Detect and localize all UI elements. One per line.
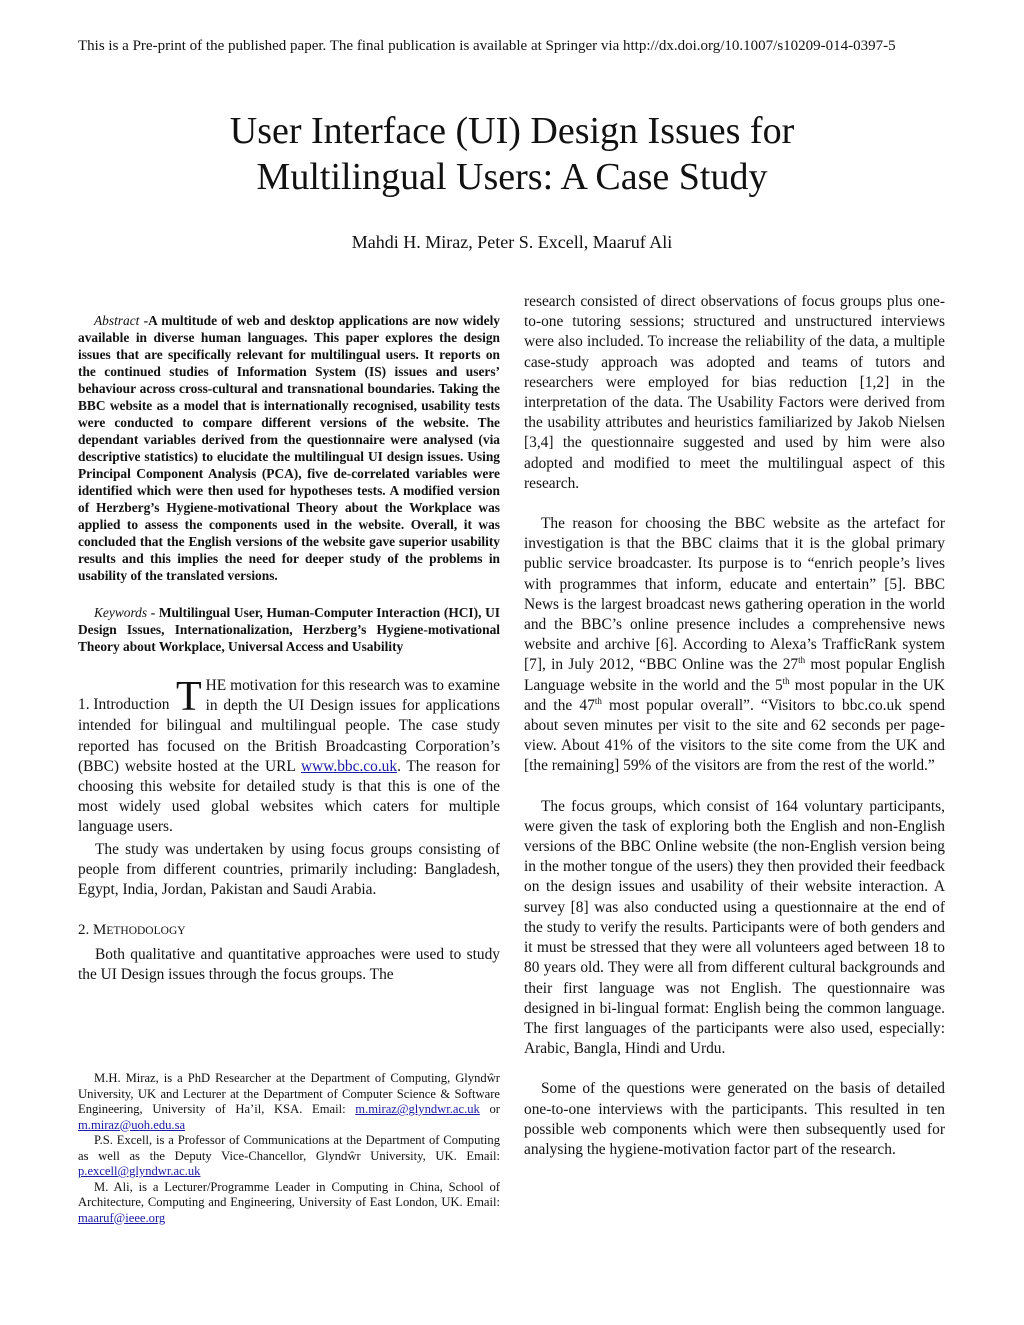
methodology-heading-num: 2. M bbox=[78, 922, 107, 939]
superscript-th: th bbox=[594, 695, 602, 706]
paper-title bbox=[0, 108, 1024, 200]
bbc-url-link[interactable]: www.bbc.co.uk bbox=[301, 757, 398, 775]
introduction-text-tail: . The reason for choosing this website for detailed study is that this is one of the most widely used global websites which caters for multiple language users. bbox=[78, 757, 501, 836]
abstract-text: -A multitude of web and desktop applications are now widely available in diverse human languages. This paper explores the design issues that are specifically relevant for multilingual users. It reports on the continued studies of Information System (IS) issues and users’ behaviour across cross-cultural and transnational boundaries. Taking the BBC website as a model that is internationally recognised, usability tests were conducted to compare different versions of the website. The dependant variables derived from the questionnaire were analysed (via descriptive statistics) to elucidate the multilingual UI design issues. Using Principal Component Analysis (PCA), five de-correlated variables were identified which were then used for hypotheses tests. A modified version of Herzberg’s Hygiene-motivational Theory about the Workplace was applied to assess the components used in the website. Overall, it was concluded that the English versions of the website gave superior usability results and this implies the need for deeper study of the problems in usability of the translated versions. bbox=[78, 313, 500, 583]
email-link-excell[interactable]: p.excell@glyndwr.ac.uk bbox=[78, 1164, 201, 1178]
footnote-ali-text: M. Ali, is a Lecturer/Programme Leader in Computing in China, School of Architecture, Computing and Engineering, University of East London, UK. Email: bbox=[78, 1179, 500, 1209]
bbc-rationale-text-d: most popular overall”. “Visitors to bbc.co.uk spend about seven minutes per visit to the site and 62 seconds per page-view. About 41% of the visitors to the site come from the UK and [the remaining] 59% of the visitors are from the rest of the world.” bbox=[524, 696, 945, 775]
email-link-miraz-glyndwr[interactable]: m.miraz@glyndwr.ac.uk bbox=[355, 1102, 480, 1116]
introduction-text: HE motivation for this research was to examine in depth the UI Design issues for applications intended for bilingual and multilingual people. The case study reported has focused on the British Broadcasting Corporation’s (BBC) website hosted at the URL bbox=[78, 677, 500, 775]
bbc-rationale-text-a: The reason for choosing the BBC website as the artefact for investigation is that the BBC claims that it is the global primary public service broadcaster. Its purpose is to “enrich people’s lives with programmes that inform, educate and entertain” [5]. BBC News is the largest broadcast news gathering operation in the world and the BBC’s online presence includes a comprehensive news website and archive [6]. According to Alexa’s TrafficRank system [7], in July 2012, “BBC Online was the 27 bbox=[524, 515, 945, 674]
left-column bbox=[78, 312, 500, 986]
title-line-1: User Interface (UI) Design Issues for bbox=[229, 110, 795, 152]
methodology-heading-rest: ETHODOLOGY bbox=[106, 925, 186, 938]
abstract bbox=[78, 312, 500, 584]
title-line-2: Multilingual Users: A Case Study bbox=[256, 156, 768, 198]
footnote-excell-text: P.S. Excell, is a Professor of Communications at the Department of Computing as well as the Deputy Vice-Chancellor, Glyndŵr University, UK. Email: bbox=[78, 1133, 500, 1163]
methodology-paragraph-continued: research consisted of direct observations of focus groups plus one-to-one tutoring sessions; structured and unstructured interviews were also included. To increase the reliability of the data, a multiple case-study approach was adopted and teams of tutors and researchers were employed for bias reduction [1,2] in the interpretation of the data. The Usability Factors were derived from the usability attributes and heuristics familiarized by Jakob Nielsen [3,4] the questionnaire suggested and used by him were also adopted and modified to meet the multilingual aspect of this research. bbox=[524, 293, 945, 492]
methodology-heading bbox=[78, 922, 500, 939]
bbc-rationale-text-c: most popular in the UK and the 47 bbox=[524, 676, 945, 714]
keywords bbox=[78, 604, 500, 655]
introduction-section bbox=[78, 676, 500, 900]
keywords-label: Keywords bbox=[94, 605, 148, 620]
superscript-th: th bbox=[798, 655, 806, 666]
focus-groups-paragraph: The focus groups, which consist of 164 voluntary participants, were given the task of exploring both the English and non-English versions of the BBC Online website (the non-English version being in the mother tongue of the users) they then provided their feedback on the design issues and usability of their website interaction. A survey [8] was also conducted using a questionnaire at the end of the study to verify the results. Participants were of both genders and it must be stressed that they were all volunteers aged between 18 to 80 years old. They were all from different cultural backgrounds and their first language was not English. The questionnaire was designed in bi-lingual format: English being the common language. The first languages of the participants were also used, especially: Arabic, Bangla, Hindi and Urdu. bbox=[524, 797, 945, 1058]
bbc-rationale-text-b: most popular English Language website in the world and the 5 bbox=[524, 656, 945, 694]
introduction-paragraph-2: The study was undertaken by using focus groups consisting of people from different countries, primarily including: Bangladesh, Egypt, India, Jordan, Pakistan and Saudi Arabia. bbox=[78, 840, 500, 899]
abstract-label: Abstract bbox=[94, 313, 140, 328]
questions-paragraph: Some of the questions were generated on the basis of detailed one-to-one interviews with the participants. This resulted in ten possible web components which were then subsequently used for analysing the hygiene-motivation factor part of the research. bbox=[524, 1080, 945, 1158]
superscript-th: th bbox=[782, 675, 790, 686]
footnote-miraz-text: M.H. Miraz, is a PhD Researcher at the Department of Computing, Glyndŵr University, UK and Lecturer at the Department of Computer Science & Software Engineering, University of Ha’il, KSA. Email: bbox=[78, 1071, 500, 1116]
keywords-text: - Multilingual User, Human-Computer Interaction (HCI), UI Design Issues, Internationalization, Herzberg’s Hygiene-motivational Theory about Workplace, Universal Access and Usability bbox=[78, 605, 500, 654]
footnote-or: or bbox=[479, 1102, 500, 1116]
footnote-excell bbox=[78, 1133, 500, 1180]
email-link-ali[interactable]: maaruf@ieee.org bbox=[78, 1210, 166, 1225]
bbc-rationale-paragraph bbox=[524, 514, 945, 777]
email-link-miraz-uoh[interactable]: m.miraz@uoh.edu.sa bbox=[78, 1117, 186, 1132]
author-list: Mahdi H. Miraz, Peter S. Excell, Maaruf Ali bbox=[351, 232, 673, 252]
footnote-miraz bbox=[78, 1071, 500, 1133]
right-column bbox=[524, 292, 945, 1160]
preprint-note: This is a Pre-print of the published paper. The final publication is available at Springer via http://dx.doi.org/10.1007/s10209-014-0397-5 bbox=[78, 38, 896, 54]
methodology-paragraph-1: Both qualitative and quantitative approaches were used to study the UI Design issues through the focus groups. The bbox=[78, 946, 500, 984]
footnote-ali bbox=[78, 1180, 500, 1227]
drop-cap: T bbox=[176, 674, 202, 720]
introduction-heading: 1. Introduction bbox=[78, 696, 170, 713]
author-footnotes bbox=[78, 1071, 500, 1226]
